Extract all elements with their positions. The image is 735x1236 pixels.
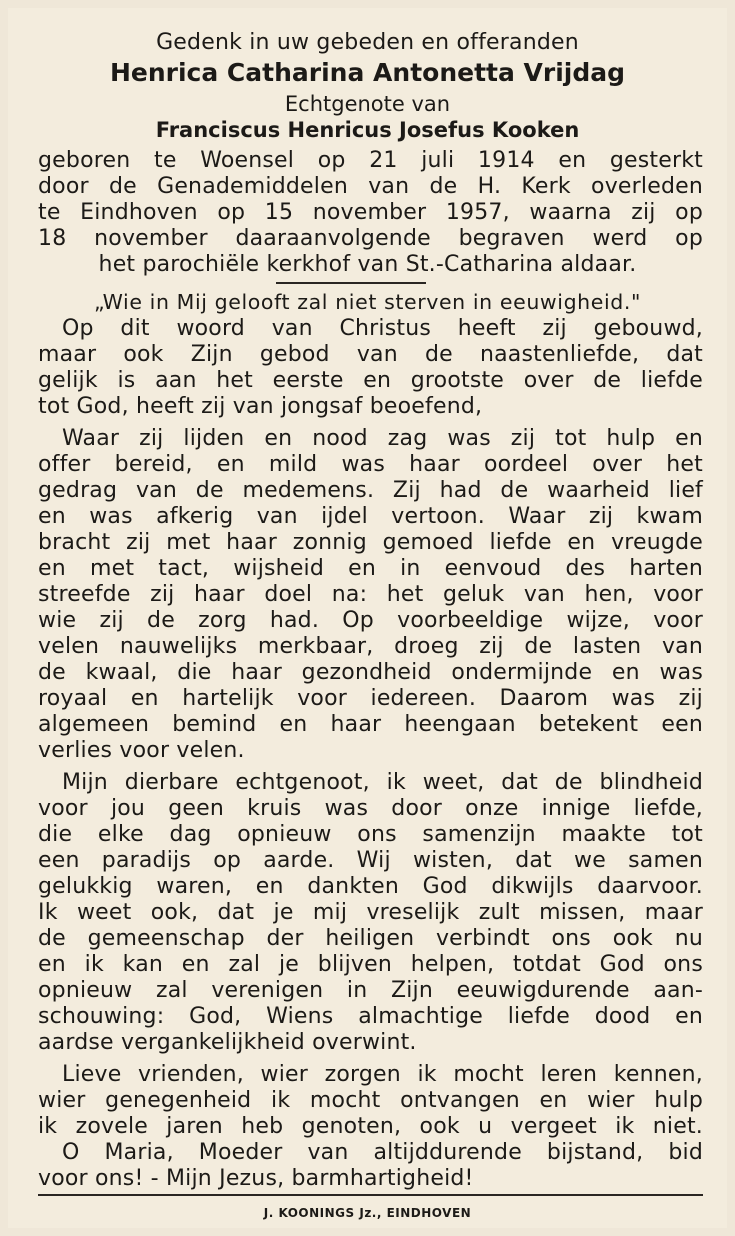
body-line: verlies voor velen. [38, 738, 245, 763]
body-line: Mijn dierbare echtgenoot, ik weet, dat de blindheid [62, 770, 703, 795]
bio-line: te Eindhoven op 15 november 1957, waarna zij op [38, 200, 703, 225]
printer-credit: J. KOONINGS Jz., EINDHOVEN [263, 1206, 472, 1220]
prayer-line: O Maria, Moeder van altijddurende bijstand, bid [62, 1140, 703, 1165]
body-line: wie zij de zorg had. Op voorbeeldige wijze, voor [38, 608, 703, 633]
body-line: Op dit woord van Christus heeft zij gebouwd, [62, 316, 703, 341]
body-line: ik zovele jaren heb genoten, ook u vergeet ik niet. [38, 1114, 703, 1139]
body-line: die elke dag opnieuw ons samenzijn maakte tot [38, 822, 703, 847]
relation-text: Echtgenote van [284, 92, 451, 116]
deceased-name: Henrica Catharina Antonetta Vrijdag [109, 58, 626, 87]
bio-line: door de Genademiddelen van de H. Kerk overleden [38, 174, 703, 199]
body-line: royaal en hartelijk voor iedereen. Daarom was zij [38, 686, 703, 711]
body-line: aardse vergankelijkheid overwint. [38, 1030, 417, 1055]
body-line: tot God, heeft zij van jongsaf beoefend, [38, 394, 483, 419]
body-line: voor jou geen kruis was door onze innige liefde, [38, 796, 703, 821]
scripture-quote: „Wie in Mij gelooft zal niet sterven in eeuwigheid." [93, 290, 642, 314]
body-line: schouwing: God, Wiens almachtige liefde dood en [38, 1004, 703, 1029]
body-line: de gemeenschap der heiligen verbindt ons ook nu [38, 926, 703, 951]
spouse-name: Franciscus Henricus Josefus Kooken [155, 118, 580, 142]
body-line: gedrag van de medemens. Zij had de waarheid lief [38, 478, 703, 503]
memorial-card [8, 8, 727, 1228]
body-line: streefde zij haar doel na: het geluk van hen, voor [38, 582, 703, 607]
divider [276, 282, 426, 284]
body-line: gelukkig waren, en dankten God dikwijls daarvoor. [38, 874, 703, 899]
bio-line: 18 november daaraanvolgende begraven werd op [38, 226, 703, 251]
prayer-line: voor ons! - Mijn Jezus, barmhartigheid! [38, 1166, 474, 1191]
body-line: de kwaal, die haar gezondheid ondermijnde en was [38, 660, 703, 685]
bio-line: geboren te Woensel op 21 juli 1914 en gesterkt [38, 148, 703, 173]
body-line: Ik weet ook, dat je mij vreselijk zult missen, maar [38, 900, 703, 925]
body-line: en ik kan en zal je blijven helpen, totdat God ons [38, 952, 703, 977]
body-line: en was afkerig van ijdel vertoon. Waar zij kwam [38, 504, 703, 529]
body-line: maar ook Zijn gebod van de naastenliefde, dat [38, 342, 703, 367]
body-line: en met tact, wijsheid en in eenvoud des harten [38, 556, 703, 581]
body-line: Waar zij lijden en nood zag was zij tot hulp en [62, 426, 703, 451]
body-line: offer bereid, en mild was haar oordeel over het [38, 452, 703, 477]
body-line: bracht zij met haar zonnig gemoed liefde en vreugde [38, 530, 703, 555]
body-line: opnieuw zal verenigen in Zijn eeuwigdurende aan- [38, 978, 703, 1003]
body-line: velen nauwelijks merkbaar, droeg zij de lasten van [38, 634, 703, 659]
body-line: wier genegenheid ik mocht ontvangen en wier hulp [38, 1088, 703, 1113]
footer-divider [38, 1194, 703, 1196]
body-line: Lieve vrienden, wier zorgen ik mocht leren kennen, [62, 1062, 703, 1087]
body-line: algemeen bemind en haar heengaan betekent een [38, 712, 703, 737]
bio-line: het parochiële kerkhof van St.-Catharina aldaar. [98, 252, 637, 277]
body-line: een paradijs op aarde. Wij wisten, dat we samen [38, 848, 703, 873]
intro-text: Gedenk in uw gebeden en offeranden [156, 30, 579, 55]
body-line: gelijk is aan het eerste en grootste over de liefde [38, 368, 703, 393]
